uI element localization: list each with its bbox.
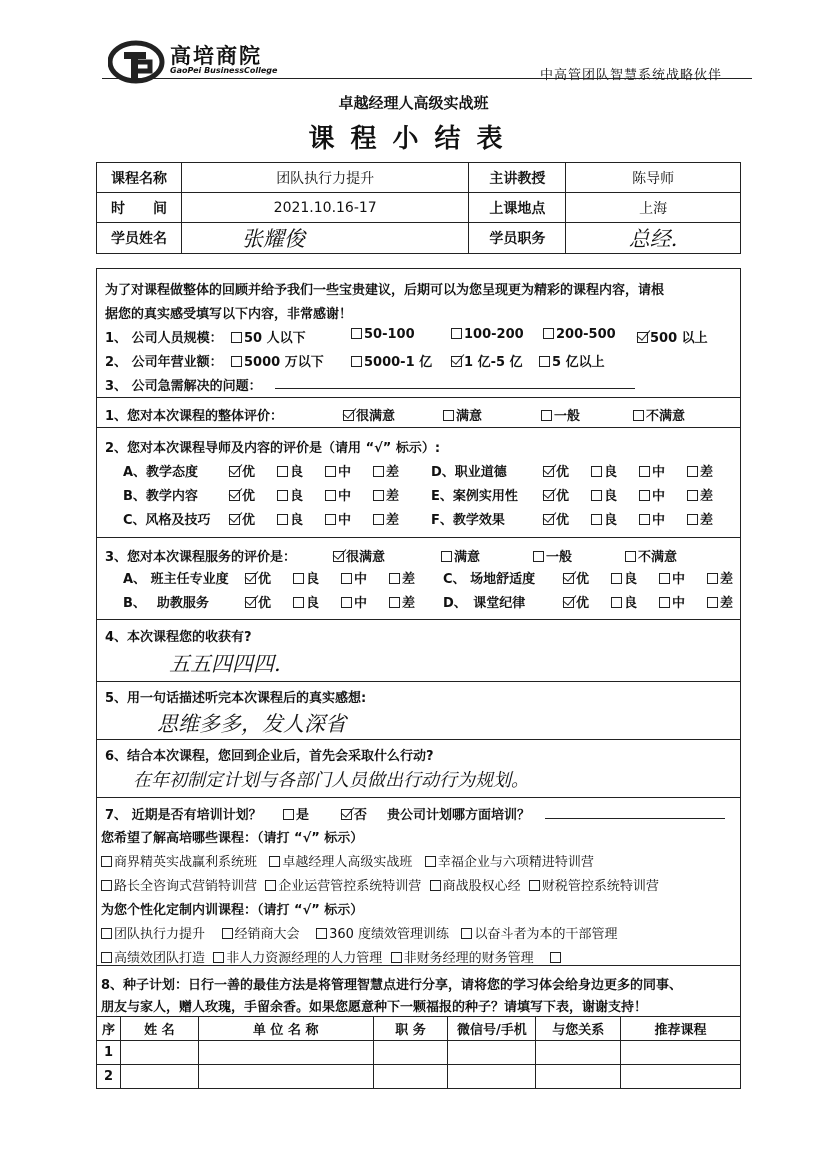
rating-option[interactable]: 差 <box>707 568 733 587</box>
rating-option[interactable]: 差 <box>687 485 713 504</box>
table-row <box>97 1041 741 1065</box>
checkbox-checked[interactable] <box>451 356 462 367</box>
overall-opt-4[interactable]: 不满意 <box>633 405 685 424</box>
checkbox[interactable] <box>533 551 544 562</box>
checkbox[interactable] <box>351 356 362 367</box>
checkbox-checked[interactable] <box>229 514 240 525</box>
col-header: 推荐课程 <box>621 1017 741 1041</box>
intro-text-1: 为了对课程做整体的回顾并给予我们一些宝贵建议，后期可以为您呈现更为精彩的课程内容，请根 <box>105 283 665 298</box>
checkbox[interactable] <box>293 597 304 608</box>
checkbox[interactable] <box>316 928 327 939</box>
checkbox[interactable] <box>591 466 602 477</box>
place-value[interactable]: 上海 <box>566 193 741 223</box>
training-area-line[interactable] <box>545 802 725 819</box>
checkbox[interactable] <box>639 466 650 477</box>
rating-option[interactable]: 中 <box>325 461 351 480</box>
place-label: 上课地点 <box>469 193 566 223</box>
rating-option[interactable]: 良 <box>277 509 303 528</box>
rating-option[interactable]: 中 <box>325 485 351 504</box>
rating-item-label: D、职业道德 <box>431 465 507 480</box>
table-cell[interactable] <box>120 1065 198 1089</box>
rating-option[interactable]: 优 <box>229 509 255 528</box>
checkbox-checked[interactable] <box>343 410 354 421</box>
course-name-label: 课程名称 <box>97 163 182 193</box>
rating-option[interactable]: 优 <box>563 568 589 587</box>
checkbox[interactable] <box>341 573 352 584</box>
rating-option[interactable]: 良 <box>277 461 303 480</box>
checkbox[interactable] <box>373 466 384 477</box>
q2-opt-2[interactable]: 5000-1 亿 <box>351 351 432 370</box>
checkbox[interactable] <box>231 332 242 343</box>
checkbox[interactable] <box>659 573 670 584</box>
teacher-rating-question: 2、您对本次课程导师及内容的评价是（请用 “√” 标示）: <box>105 441 441 456</box>
rating-option[interactable]: 良 <box>293 592 319 611</box>
rating-option[interactable]: 优 <box>245 592 271 611</box>
intro-section <box>96 268 741 398</box>
course-interest-heading: 您希望了解高培哪些课程：（请打 “√” 标示） <box>101 831 364 846</box>
action-question: 6、结合本次课程，您回到企业后，首先会采取什么行动? <box>105 749 434 764</box>
checkbox[interactable] <box>539 356 550 367</box>
rating-item-label: E、案例实用性 <box>431 489 518 504</box>
rating-option[interactable]: 良 <box>611 592 637 611</box>
referral-table <box>96 1016 741 1089</box>
q1-opt-4[interactable]: 200-500 <box>543 327 616 342</box>
checkbox[interactable] <box>351 328 362 339</box>
student-info-table <box>96 162 741 254</box>
col-header: 与您关系 <box>536 1017 621 1041</box>
table-row <box>97 1065 741 1089</box>
checkbox[interactable] <box>707 597 718 608</box>
checkbox[interactable] <box>101 856 112 867</box>
rating-item-label: A、 班主任专业度 <box>123 572 229 587</box>
rating-option[interactable]: 良 <box>277 485 303 504</box>
checkbox-checked[interactable] <box>341 809 352 820</box>
gains-question: 4、本次课程您的收获有? <box>105 630 252 645</box>
checkbox[interactable] <box>543 328 554 339</box>
brand-english-name: GaoPei BusinessCollege <box>170 66 278 75</box>
rating-option[interactable]: 优 <box>543 509 569 528</box>
table-cell[interactable] <box>621 1065 741 1089</box>
checkbox[interactable] <box>591 514 602 525</box>
rating-option[interactable]: 中 <box>341 592 367 611</box>
student-name-label: 学员姓名 <box>97 223 182 254</box>
checkbox[interactable] <box>101 952 112 963</box>
checkbox[interactable] <box>325 514 336 525</box>
training-plan-section <box>96 798 741 966</box>
checkbox[interactable] <box>639 514 650 525</box>
q3-label: 3、 公司急需解决的问题： <box>105 379 262 394</box>
q2-label: 2、 公司年营业额： <box>105 355 223 370</box>
rating-option[interactable]: 良 <box>591 461 617 480</box>
checkbox[interactable] <box>591 490 602 501</box>
checkbox[interactable] <box>550 952 561 963</box>
course-row-2: 路长全咨询式营销特训营 企业运营管控系统特训营 商战股权心经 财税管控系统特训营 <box>101 875 659 894</box>
checkbox-checked[interactable] <box>543 514 554 525</box>
checkbox[interactable] <box>277 514 288 525</box>
checkbox[interactable] <box>373 514 384 525</box>
checkbox[interactable] <box>265 880 276 891</box>
checkbox[interactable] <box>222 928 233 939</box>
intro-text-2: 据您的真实感受填写以下内容，非常感谢！ <box>105 307 353 322</box>
teacher-rating-section <box>96 428 741 538</box>
checkbox[interactable] <box>633 410 644 421</box>
header-divider <box>102 78 752 79</box>
overall-opt-2[interactable]: 满意 <box>443 405 482 424</box>
form-title: 课程小结表 <box>308 124 519 154</box>
checkbox-checked[interactable] <box>245 597 256 608</box>
col-header: 职 务 <box>373 1017 448 1041</box>
checkbox[interactable] <box>443 410 454 421</box>
col-header: 微信号/手机 <box>448 1017 536 1041</box>
col-header: 姓 名 <box>120 1017 198 1041</box>
q1-opt-2[interactable]: 50-100 <box>351 327 415 342</box>
checkbox[interactable] <box>293 573 304 584</box>
rating-option[interactable]: 差 <box>373 509 399 528</box>
teacher-value[interactable]: 陈导师 <box>566 163 741 193</box>
table-cell[interactable] <box>448 1065 536 1089</box>
rating-option[interactable]: 差 <box>687 461 713 480</box>
course-name-value[interactable]: 团队执行力提升 <box>181 163 469 193</box>
checkbox[interactable] <box>687 466 698 477</box>
q3-answer-line[interactable] <box>275 373 635 389</box>
seed-plan-section <box>96 966 741 1016</box>
col-header: 序 <box>97 1017 121 1041</box>
rating-item-label: B、教学内容 <box>123 489 198 504</box>
rating-option[interactable]: 中 <box>325 509 351 528</box>
checkbox[interactable] <box>389 597 400 608</box>
table-cell[interactable] <box>536 1041 621 1065</box>
course-row-1: 商界精英实战赢利系统班 卓越经理人高级实战班 幸福企业与六项精进特训营 <box>101 851 594 870</box>
teacher-label: 主讲教授 <box>469 163 566 193</box>
student-position-value[interactable]: 总经. <box>566 223 741 254</box>
checkbox[interactable] <box>101 880 112 891</box>
feeling-answer[interactable]: 思维多多，发人深省 <box>157 712 346 736</box>
training-area-question: 贵公司计划哪方面培训？ <box>387 808 531 823</box>
checkbox-checked[interactable] <box>563 597 574 608</box>
checkbox[interactable] <box>625 551 636 562</box>
service-opt-3[interactable]: 一般 <box>533 546 572 565</box>
checkbox[interactable] <box>687 490 698 501</box>
checkbox[interactable] <box>325 490 336 501</box>
rating-option[interactable]: 优 <box>543 461 569 480</box>
checkbox-checked[interactable] <box>333 551 344 562</box>
checkbox-checked[interactable] <box>563 573 574 584</box>
checkbox[interactable] <box>707 573 718 584</box>
student-name-value[interactable]: 张耀俊 <box>181 223 469 254</box>
overall-opt-1[interactable]: 很满意 <box>343 405 395 424</box>
checkbox-checked[interactable] <box>637 332 648 343</box>
rating-option[interactable]: 优 <box>563 592 589 611</box>
checkbox[interactable] <box>611 573 622 584</box>
rating-option[interactable]: 优 <box>543 485 569 504</box>
rating-option[interactable]: 良 <box>591 485 617 504</box>
row-number: 1 <box>97 1041 121 1065</box>
checkbox[interactable] <box>425 856 436 867</box>
rating-option[interactable]: 优 <box>229 485 255 504</box>
rating-option[interactable]: 优 <box>229 461 255 480</box>
checkbox[interactable] <box>389 573 400 584</box>
gains-section <box>96 620 741 682</box>
rating-option[interactable]: 差 <box>389 568 415 587</box>
table-cell[interactable] <box>373 1041 448 1065</box>
rating-option[interactable]: 中 <box>341 568 367 587</box>
checkbox[interactable] <box>101 928 112 939</box>
table-cell[interactable] <box>448 1041 536 1065</box>
checkbox[interactable] <box>373 490 384 501</box>
checkbox[interactable] <box>441 551 452 562</box>
student-position-label: 学员职务 <box>469 223 566 254</box>
q2-opt-3[interactable]: 1 亿-5 亿 <box>451 351 523 370</box>
service-opt-1[interactable]: 很满意 <box>333 546 385 565</box>
course-row-4: 高绩效团队打造 非人力资源经理的人力管理 非财务经理的财务管理 <box>101 947 639 966</box>
feeling-question: 5、用一句话描述听完本次课程后的真实感想: <box>105 691 367 706</box>
rating-option[interactable]: 差 <box>707 592 733 611</box>
time-label: 时 间 <box>97 193 182 223</box>
gains-answer[interactable]: 五五四四四. <box>169 652 281 676</box>
seed-plan-text-1: 8、种子计划：日行一善的最佳方法是将管理智慧点进行分享，请将您的学习体会给身边更多的同事、 <box>101 978 683 993</box>
table-cell[interactable] <box>198 1041 373 1065</box>
checkbox-checked[interactable] <box>229 466 240 477</box>
checkbox[interactable] <box>687 514 698 525</box>
rating-option[interactable]: 良 <box>611 568 637 587</box>
rating-option[interactable]: 差 <box>373 485 399 504</box>
table-cell[interactable] <box>536 1065 621 1089</box>
rating-option[interactable]: 中 <box>639 485 665 504</box>
rating-item-label: F、教学效果 <box>431 513 505 528</box>
q1-opt-3[interactable]: 100-200 <box>451 327 524 342</box>
rating-item-label: C、风格及技巧 <box>123 513 211 528</box>
feeling-section <box>96 682 741 740</box>
checkbox[interactable] <box>430 880 441 891</box>
rating-option[interactable]: 良 <box>591 509 617 528</box>
checkbox[interactable] <box>283 809 294 820</box>
checkbox[interactable] <box>529 880 540 891</box>
checkbox[interactable] <box>659 597 670 608</box>
seed-plan-text-2: 朋友与家人，赠人玫瑰，手留余香。如果您愿意种下一颗福报的种子？请填写下表，谢谢支持！ <box>101 1000 648 1015</box>
q1-opt-5[interactable]: 500 以上 <box>637 327 708 346</box>
rating-option[interactable]: 差 <box>389 592 415 611</box>
overall-opt-3[interactable]: 一般 <box>541 405 580 424</box>
checkbox-checked[interactable] <box>245 573 256 584</box>
training-plan-question: 7、 近期是否有培训计划？ <box>105 808 262 823</box>
table-cell[interactable] <box>198 1065 373 1089</box>
col-header: 单 位 名 称 <box>198 1017 373 1041</box>
training-plan-no[interactable]: 否 <box>341 804 367 823</box>
rating-option[interactable]: 良 <box>293 568 319 587</box>
partner-slogan: 中高管团队智慧系统战略伙伴 <box>540 68 723 83</box>
action-section <box>96 740 741 798</box>
q1-opt-1[interactable]: 50 人以下 <box>231 327 306 346</box>
q1-label: 1、 公司人员规模： <box>105 331 223 346</box>
brand-name: 高培商院 <box>170 44 262 68</box>
time-value[interactable]: 2021.10.16-17 <box>181 193 469 223</box>
form-subtitle: 卓越经理人高级实战班 <box>338 94 489 112</box>
checkbox[interactable] <box>639 490 650 501</box>
rating-item-label: C、 场地舒适度 <box>443 572 536 587</box>
checkbox[interactable] <box>277 490 288 501</box>
overall-rating-question: 1、您对本次课程的整体评价： <box>105 409 284 424</box>
action-answer[interactable]: 在年初制定计划与各部门人员做出行动行为规划。 <box>133 770 529 791</box>
checkbox[interactable] <box>277 466 288 477</box>
checkbox-checked[interactable] <box>229 490 240 501</box>
rating-option[interactable]: 中 <box>659 592 685 611</box>
checkbox[interactable] <box>611 597 622 608</box>
checkbox[interactable] <box>325 466 336 477</box>
table-cell[interactable] <box>120 1041 198 1065</box>
rating-option[interactable]: 差 <box>373 461 399 480</box>
checkbox[interactable] <box>231 356 242 367</box>
checkbox[interactable] <box>269 856 280 867</box>
checkbox[interactable] <box>461 928 472 939</box>
q2-opt-4[interactable]: 5 亿以上 <box>539 351 605 370</box>
rating-item-label: A、教学态度 <box>123 465 199 480</box>
overall-rating-section <box>96 398 741 428</box>
rating-item-label: D、 课堂纪律 <box>443 596 526 611</box>
table-cell[interactable] <box>621 1041 741 1065</box>
rating-option[interactable]: 差 <box>687 509 713 528</box>
course-row-3: 团队执行力提升 经销商大会 360 度绩效管理训练 以奋斗者为本的干部管理 <box>101 923 617 942</box>
table-cell[interactable] <box>373 1065 448 1089</box>
rating-option[interactable]: 中 <box>639 461 665 480</box>
row-number: 2 <box>97 1065 121 1089</box>
rating-option[interactable]: 中 <box>639 509 665 528</box>
rating-option[interactable]: 中 <box>659 568 685 587</box>
checkbox[interactable] <box>541 410 552 421</box>
rating-item-label: B、 助教服务 <box>123 596 209 611</box>
q2-opt-1[interactable]: 5000 万以下 <box>231 351 324 370</box>
checkbox[interactable] <box>391 952 402 963</box>
custom-course-heading: 为您个性化定制内训课程：（请打 “√” 标示） <box>101 903 364 918</box>
service-rating-section <box>96 538 741 620</box>
checkbox-checked[interactable] <box>543 490 554 501</box>
rating-option[interactable]: 优 <box>245 568 271 587</box>
checkbox[interactable] <box>213 952 224 963</box>
training-plan-yes[interactable]: 是 <box>283 804 309 823</box>
checkbox-checked[interactable] <box>543 466 554 477</box>
service-opt-4[interactable]: 不满意 <box>625 546 677 565</box>
checkbox[interactable] <box>451 328 462 339</box>
service-rating-question: 3、您对本次课程服务的评价是： <box>105 550 297 565</box>
checkbox[interactable] <box>341 597 352 608</box>
service-opt-2[interactable]: 满意 <box>441 546 480 565</box>
